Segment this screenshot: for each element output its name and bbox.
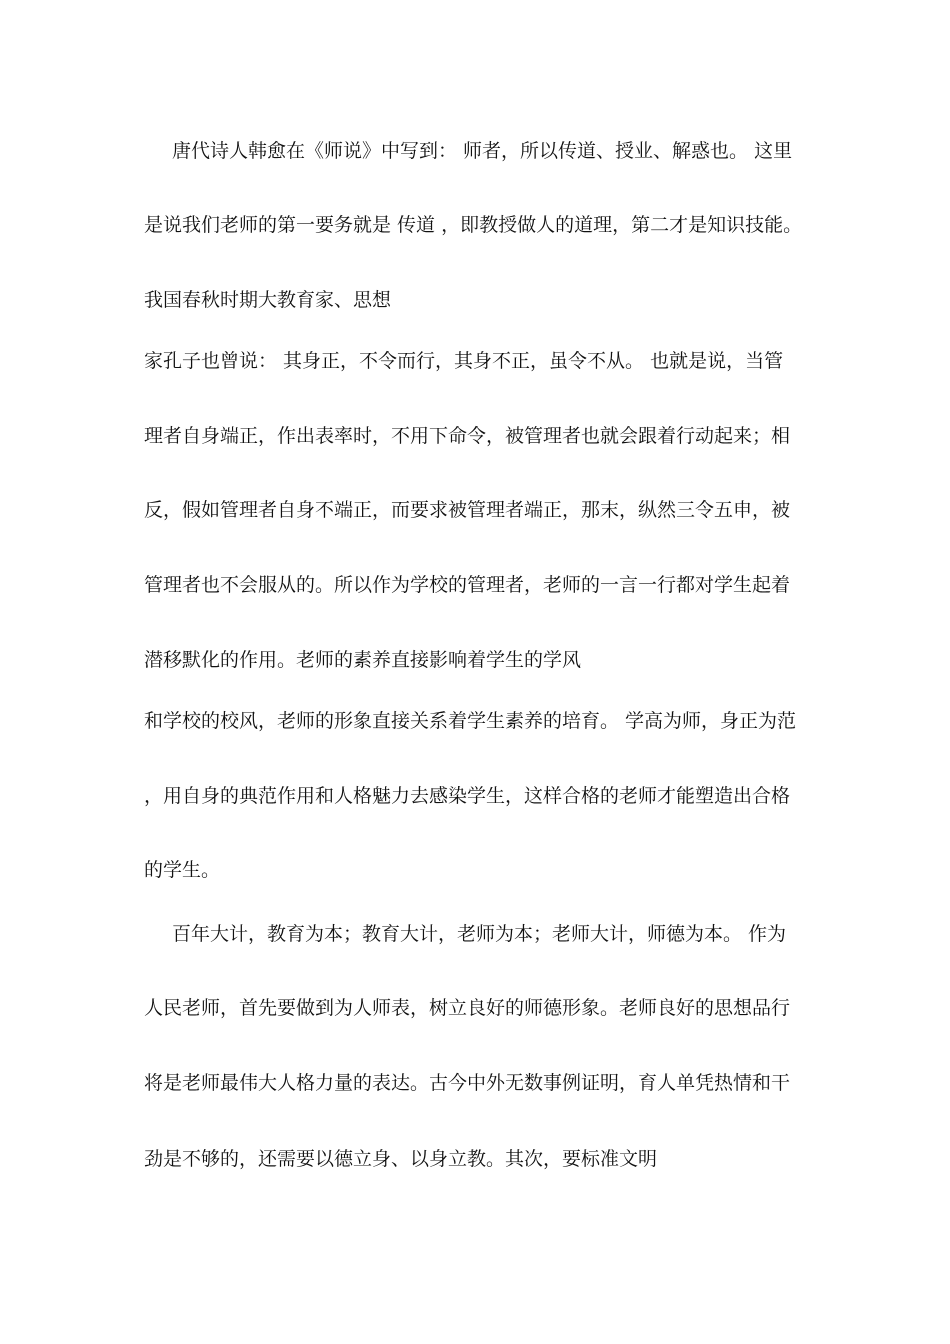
text-line-3: 我国春秋时期大教育家、思想	[144, 289, 392, 311]
text-line-9: 和学校的校风，老师的形象直接关系着学生素养的培育。 学高为师，身正为范	[144, 710, 797, 732]
text-line-7: 管理者也不会服从的。所以作为学校的管理者，老师的一言一行都对学生起着	[144, 574, 791, 596]
text-line-8: 潜移默化的作用。老师的素养直接影响着学生的学风	[144, 649, 582, 671]
text-line-12: 百年大计，教育为本；教育大计，老师为本；老师大计，师德为本。 作为	[172, 923, 787, 945]
text-line-11: 的学生。	[144, 859, 221, 881]
text-line-15: 劲是不够的，还需要以德立身、以身立教。其次，要标准文明	[144, 1148, 658, 1170]
text-line-13: 人民老师，首先要做到为人师表，树立良好的师德形象。老师良好的思想品行	[144, 997, 791, 1019]
text-line-6: 反，假如管理者自身不端正，而要求被管理者端正，那末，纵然三令五申，被	[144, 499, 791, 521]
text-line-1: 唐代诗人韩愈在《师说》中写到： 师者，所以传道、授业、解惑也。 这里	[172, 140, 793, 162]
text-line-5: 理者自身端正，作出表率时，不用下命令，被管理者也就会跟着行动起来；相	[144, 425, 791, 447]
text-line-10: ，用自身的典范作用和人格魅力去感染学生，这样合格的老师才能塑造出合格	[144, 785, 791, 807]
text-line-2: 是说我们老师的第一要务就是 传道 ，即教授做人的道理，第二才是知识技能。	[144, 214, 803, 236]
text-line-4: 家孔子也曾说： 其身正，不令而行，其身不正，虽令不从。 也就是说，当管	[144, 350, 784, 372]
text-line-14: 将是老师最伟大人格力量的表达。古今中外无数事例证明，育人单凭热情和干	[144, 1072, 791, 1094]
